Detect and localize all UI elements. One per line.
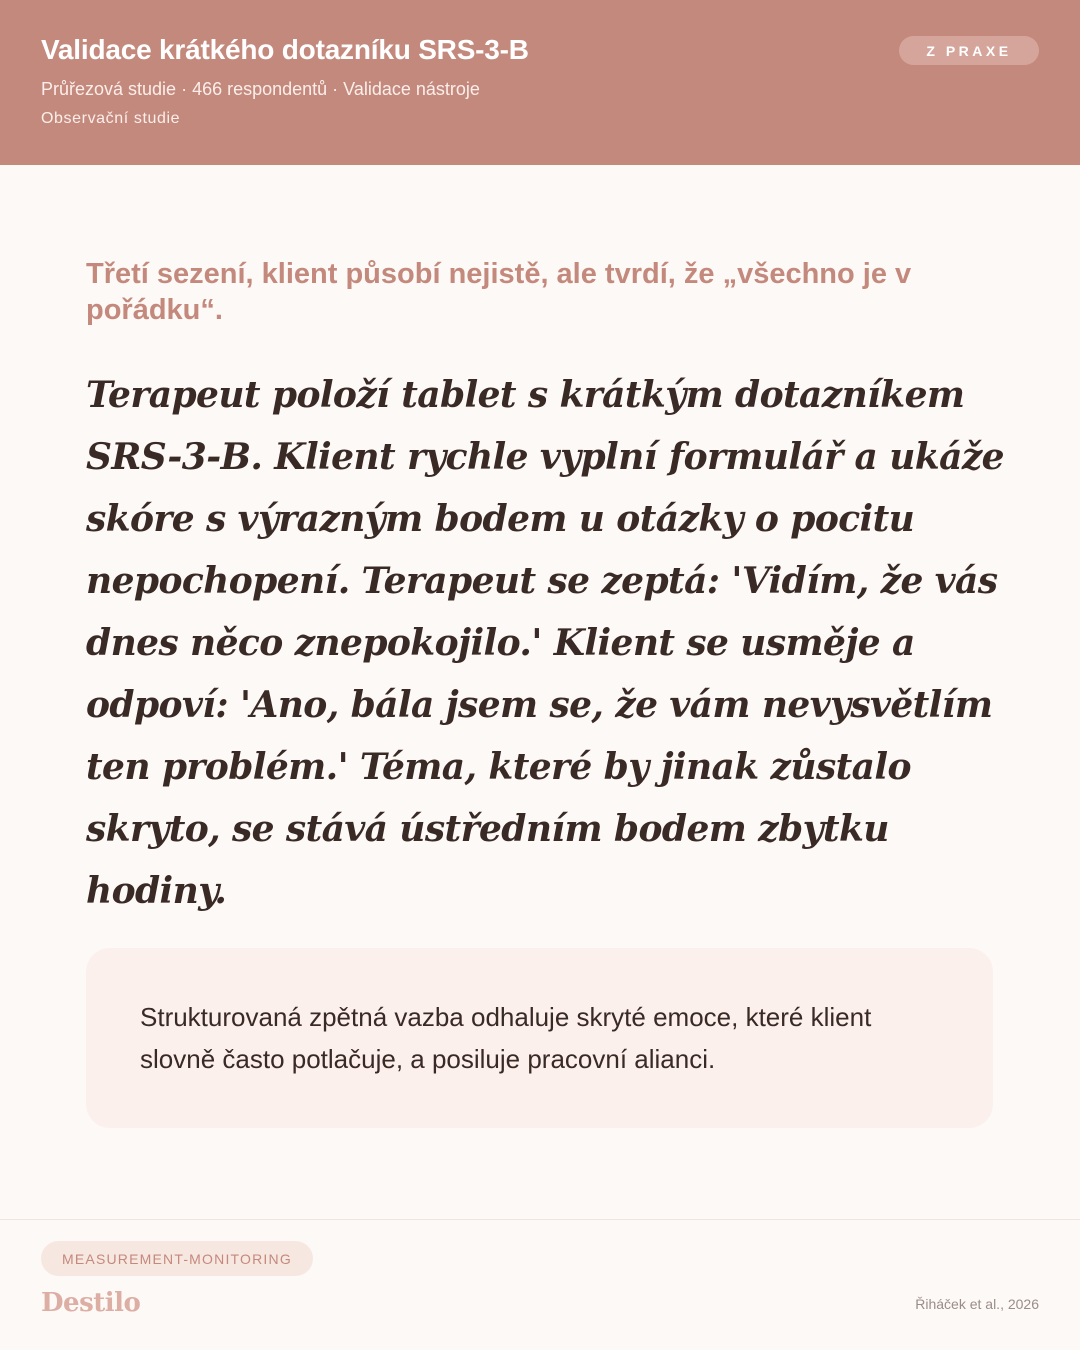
brand-logo: Destilo <box>41 1288 141 1318</box>
insight-text: Strukturovaná zpětná vazba odhaluje skryté emoce, které klient slovně často potlačuje, a posiluje pracovní alianci. <box>140 1002 872 1074</box>
study-type: Observační studie <box>41 110 181 127</box>
study-meta: Průřezová studie · 466 respondentů · Validace nástroje <box>41 79 480 99</box>
story-text: Terapeut položí tablet s krátkým dotazníkem SRS-3-B. Klient rychle vyplní formulář a ukáže skóre s výrazným bodem u otázky o pocitu nepochopení. Terapeut se zeptá: 'Vidím, že vás dnes něco znepokojilo.' Klient se usměje a odpoví: 'Ano, bála jsem se, že vám nevysvětlím ten problém.' Téma, které by jinak zůstalo skryto, se stává ústředním bodem zbytku hodiny. <box>86 374 1004 912</box>
page-title: Validace krátkého dotazníku SRS-3-B <box>41 34 529 65</box>
header-banner <box>0 0 1080 165</box>
footer-divider <box>0 1219 1080 1220</box>
lead-text: Třetí sezení, klient působí nejistě, ale tvrdí, že „všechno je v pořádku“. <box>86 258 912 326</box>
topic-tag: MEASUREMENT-MONITORING <box>41 1241 313 1276</box>
category-badge: Z PRAXE <box>899 36 1039 65</box>
insight-box <box>86 948 993 1128</box>
citation: Řiháček et al., 2026 <box>915 1296 1039 1312</box>
